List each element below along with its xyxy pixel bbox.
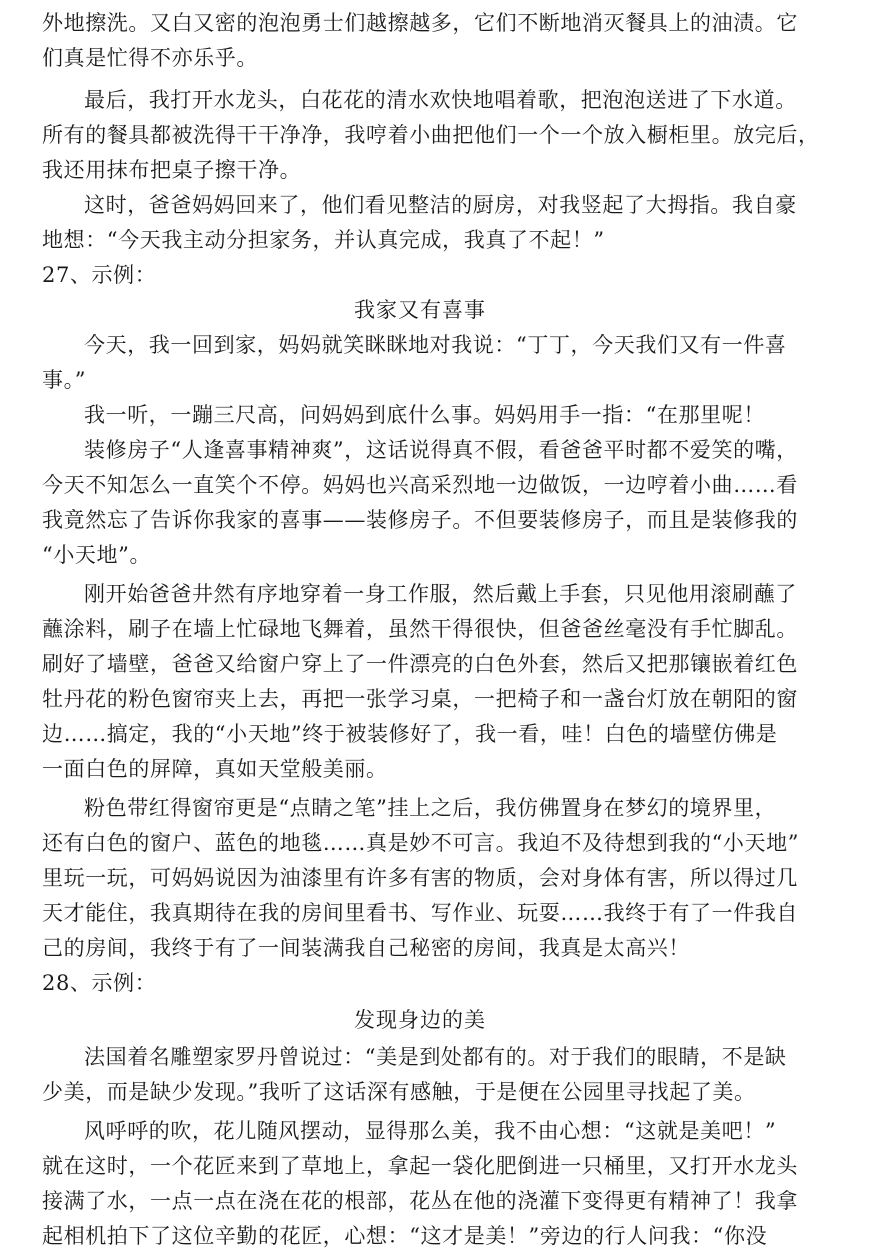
text-line: 地想：“今天我主动分担家务，并认真完成，我真了不起！” bbox=[42, 228, 605, 252]
text-line: 还有白色的窗户、蓝色的地毯……真是妙不可言。我迫不及待想到我的“小天地” bbox=[42, 831, 800, 855]
text-line: “小天地”。 bbox=[42, 543, 152, 567]
text-line: 牡丹花的粉色窗帘夹上去，再把一张学习桌，一把椅子和一盏台灯放在朝阳的窗 bbox=[42, 687, 798, 711]
text-line: 就在这时，一个花匠来到了草地上，拿起一袋化肥倒进一只桶里，又打开水龙头 bbox=[42, 1154, 798, 1178]
text-line: 接满了水，一点一点在浇在花的根部，花丛在他的浇灌下变得更有精神了！我拿 bbox=[42, 1189, 798, 1213]
essay-title: 发现身边的美 bbox=[354, 1008, 486, 1032]
text-line: 里玩一玩，可妈妈说因为油漆里有许多有害的物质，会对身体有害，所以得过几 bbox=[42, 866, 798, 890]
essay-title: 我家又有喜事 bbox=[354, 298, 486, 322]
text-line: 己的房间，我终于有了一间装满我自己秘密的房间，我真是太高兴！ bbox=[42, 936, 690, 960]
text-line: 蘸涂料，刷子在墙上忙碌地飞舞着，虽然干得很快，但爸爸丝毫没有手忙脚乱。 bbox=[42, 617, 798, 641]
text-line: 天才能住，我真期待在我的房间里看书、写作业、玩耍……我终于有了一件我自 bbox=[42, 901, 798, 925]
section-number: 27、示例： bbox=[42, 263, 157, 287]
paragraph-start: 粉色带红得窗帘更是“点睛之笔”挂上之后，我仿佛置身在梦幻的境界里， bbox=[84, 796, 777, 820]
paragraph-start: 装修房子“人逢喜事精神爽”，这话说得真不假，看爸爸平时都不爱笑的嘴， bbox=[84, 438, 798, 462]
text-line: 起相机拍下了这位辛勤的花匠，心想：“这才是美！”旁边的行人问我：“你没 bbox=[42, 1224, 768, 1248]
paragraph-start: 我一听，一蹦三尺高，问妈妈到底什么事。妈妈用手一指：“在那里呢！ bbox=[84, 403, 765, 427]
paragraph-start: 今天，我一回到家，妈妈就笑眯眯地对我说：“丁丁，今天我们又有一件喜 bbox=[84, 333, 787, 357]
text-line: 们真是忙得不亦乐乎。 bbox=[42, 46, 258, 70]
text-line: 少美，而是缺少发现。”我听了这话深有感触，于是便在公园里寻找起了美。 bbox=[42, 1080, 756, 1104]
section-number: 28、示例： bbox=[42, 971, 157, 995]
paragraph-start: 风呼呼的吹，花儿随风摆动，显得那么美，我不由心想：“这就是美吧！” bbox=[84, 1119, 777, 1143]
paragraph-start: 刚开始爸爸井然有序地穿着一身工作服，然后戴上手套，只见他用滚刷蘸了 bbox=[84, 582, 797, 606]
text-line: 外地擦洗。又白又密的泡泡勇士们越擦越多，它们不断地消灭餐具上的油渍。它 bbox=[42, 11, 798, 35]
text-line: 边……搞定，我的“小天地”终于被装修好了，我一看，哇！白色的墙壁仿佛是 bbox=[42, 722, 778, 746]
text-line: 我竟然忘了告诉你我家的喜事——装修房子。不但要装修房子，而且是装修我的 bbox=[42, 508, 798, 532]
text-line: 刷好了墙壁，爸爸又给窗户穿上了一件漂亮的白色外套，然后又把那镶嵌着红色 bbox=[42, 652, 798, 676]
text-line: 今天不知怎么一直笑个不停。妈妈也兴高采烈地一边做饭，一边哼着小曲……看 bbox=[42, 473, 798, 497]
paragraph-start: 这时，爸爸妈妈回来了，他们看见整洁的厨房，对我竖起了大拇指。我自豪 bbox=[84, 193, 797, 217]
text-line: 所有的餐具都被洗得干干净净，我哼着小曲把他们一个一个放入橱柜里。放完后， bbox=[42, 123, 820, 147]
text-line: 一面白色的屏障，真如天堂般美丽。 bbox=[42, 757, 388, 781]
text-line: 事。” bbox=[42, 368, 87, 392]
paragraph-start: 法国着名雕塑家罗丹曾说过：“美是到处都有的。对于我们的眼睛，不是缺 bbox=[84, 1045, 787, 1069]
paragraph-start: 最后，我打开水龙头，白花花的清水欢快地唱着歌，把泡泡送进了下水道。 bbox=[84, 88, 797, 112]
text-line: 我还用抹布把桌子擦干净。 bbox=[42, 158, 302, 182]
